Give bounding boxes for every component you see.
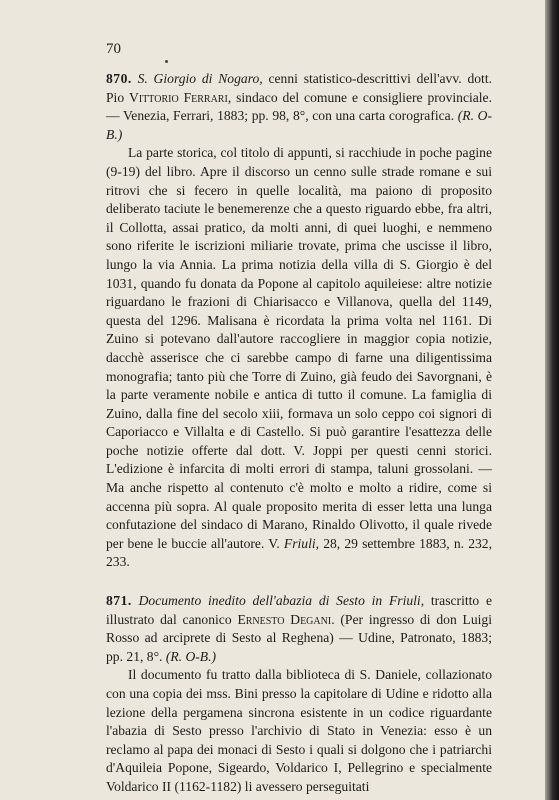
entry-870-text-b: , sindaco del comune e consigliere provinciale. — Venezia, Ferrari, 1883; pp. 98, 8°, con una carta corografica. [106, 89, 492, 124]
entry-871-author: Ernesto Degani [237, 611, 332, 627]
entry-871-body: Il documento fu tratto dalla biblioteca di S. Daniele, collazionato con una copia dei mss. Bini presso la capitolare di Udine e ridotto alla lezione della pergamena sincrona esistente in un codice riguardante l'abazia di Sesto presso l'archivio di Stato in Venezia: esso è un reclamo al papa dei monaci di Sesto i quali si dolgono che i patriarchi d'Aquileia Popone, Sigeardo, Voldarico I, Pellegrino e specialmente Voldarico II (1162-1182) li avessero perseguitati [106, 667, 492, 794]
entry-870-author: Vittorio Ferrari [129, 89, 228, 105]
entry-871-heading [106, 592, 492, 666]
entry-870-paragraph [106, 144, 492, 572]
entry-870-ref: (R. O-B.) [106, 108, 492, 142]
entry-871-paragraph [106, 666, 492, 796]
entry-870-number: 870. [106, 71, 132, 86]
book-spine-edge [545, 0, 559, 800]
entry-870-source-tail: 28, 29 settembre 1883, n. 232, 233. [106, 535, 493, 570]
entry-871-ref: (R. O-B.) [165, 648, 217, 664]
entry-871-text-b: . (Per ingresso di don Luigi Rosso ad arciprete di Sesto al Reghena) — Udine, Patronato, 1883; pp. 21, 8°. [106, 611, 492, 664]
entry-870-title: S. Giorgio di Nogaro, [137, 71, 263, 86]
entry-870-body: La parte storica, col titolo di appunti, si racchiude in poche pagine (9-19) del libro. Apre il discorso un cenno sulle strade romane e sui ritrovi che si fecero in quelle località, ma paiono di proposito deliberato taciute le benemerenze che a questo riguardo ebbe, fra altri, il Collotta, assai pratico, da molti anni, di quei luoghi, e nemmeno sono riferite le iscrizioni miliarie trovate, prima che uscisse il libro, lungo la via Annia. La prima notizia della villa di S. Giorgio è del 1031, quando fu donata da Popone al capitolo aquileiese: altre notizie riguardano le frazioni di Chiarisacco e Villanova, quella del 1149, questa del 1296. Malisana è ricordata la prima volta nel 1161. Di Zuino si potevano dall'autore raccogliere in maggior copia notizie, dacchè asserisce che ci sarebbe campo di farne una diligentissima monografia; tanto più che Torre di Zuino, già feudo dei Savorgnani, è la parte veramente nobile e antica di tutto il comune. La famiglia di Zuino, dalla fine del secolo xiii, formava un solo ceppo coi signori di Caporiacco e Villalta e di Castello. Si può garantire l'esattezza delle poche notizie offerte dal dott. V. Joppi per questi cenni storici. L'edizione è infarcita di molti errori di stampa, taluni grossolani. — Ma anche rispetto al contenuto c'è molto e molto a ridire, come si accenna più sopra. Al quale proposito merita di esser letta una lunga confutazione del sindaco di Marano, Rinaldo Olivotto, il quale rivede per bene le buccie all'autore. V. [106, 145, 492, 551]
entry-871-text-a: trascritto e illustrato dal canonico [106, 593, 492, 627]
entry-871-title: Documento inedito dell'abazia di Sesto in Friuli, [138, 593, 425, 609]
page-body [106, 70, 492, 797]
print-speck [165, 60, 168, 63]
entry-870-text-a: cenni statistico-descrittivi dell'avv. dott. Pio [106, 71, 492, 105]
entry-870-source: Friuli, [283, 535, 320, 551]
entry-870-heading [106, 70, 492, 144]
page-number: 70 [106, 41, 121, 57]
entry-871-number: 871. [106, 593, 132, 609]
